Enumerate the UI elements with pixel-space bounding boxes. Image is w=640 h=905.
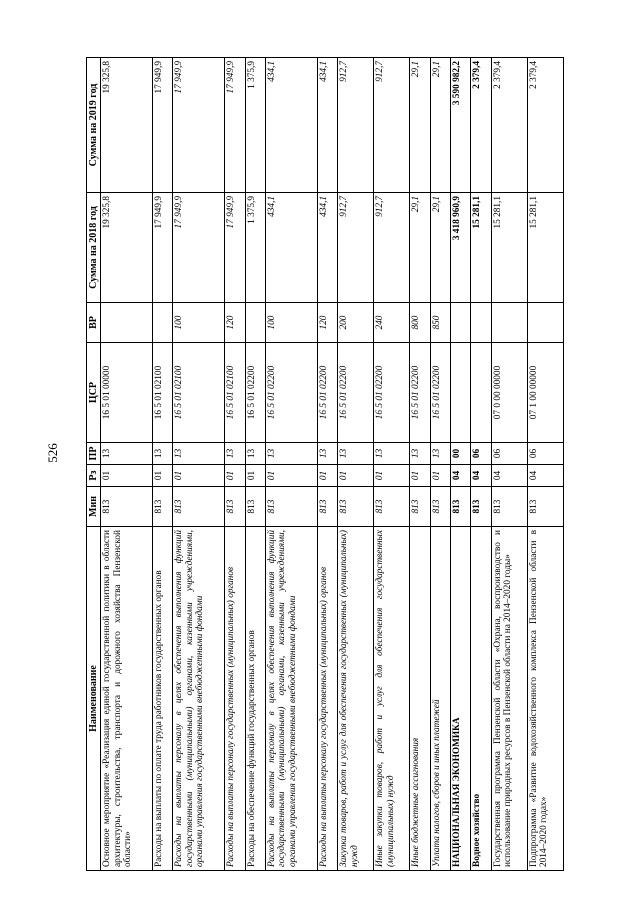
cell-sum-2018: 15 281,1: [471, 193, 491, 303]
cell-name: Подпрограмма «Развитие водохозяйственного комплекса Пензенской области в 2014–2020 годах»: [527, 527, 563, 871]
cell-csr: [451, 343, 471, 443]
cell-min: 813: [451, 487, 471, 527]
table-header-row: [87, 58, 101, 871]
cell-pr: 13: [101, 443, 153, 465]
cell-name: Основное мероприятие «Реализация единой государственной политики в области архитектуры, строительства, транспорта и дорожного хозяйства Пензенской области»: [101, 527, 153, 871]
cell-sum-2019: 17 949,9: [225, 58, 245, 193]
cell-pr: 13: [374, 443, 410, 465]
cell-vr: [471, 303, 491, 343]
table-row: [410, 58, 430, 871]
cell-sum-2019: 2 379,4: [527, 58, 563, 193]
cell-min: 813: [245, 487, 265, 527]
cell-min: 813: [101, 487, 153, 527]
cell-vr: 120: [225, 303, 245, 343]
header-min: Мин: [87, 487, 101, 527]
cell-rz: 04: [527, 465, 563, 487]
page-number: 526: [45, 443, 60, 463]
cell-sum-2018: 1 375,9: [245, 193, 265, 303]
cell-csr: 16 5 01 02200: [265, 343, 317, 443]
table-row: [245, 58, 265, 871]
table-row: [317, 58, 337, 871]
cell-name: Иные закупки товаров, работ и услуг для обеспечения государственных (муниципальных) нужд: [374, 527, 410, 871]
cell-pr: 06: [527, 443, 563, 465]
cell-rz: 04: [451, 465, 471, 487]
cell-name: Расходы на выплаты персоналу в целях обеспечения выполнения функций государственными (муниципальными) органами, казенными учреждениями, органами управления государственными внебюджетными фондами: [265, 527, 317, 871]
table-row: [471, 58, 491, 871]
cell-rz: 01: [101, 465, 153, 487]
cell-name: Уплата налогов, сборов и иных платежей: [430, 527, 450, 871]
cell-pr: 13: [225, 443, 245, 465]
table-row: [225, 58, 245, 871]
cell-sum-2019: 29,1: [410, 58, 430, 193]
cell-pr: 13: [265, 443, 317, 465]
cell-vr: [491, 303, 527, 343]
cell-sum-2018: 17 949,9: [173, 193, 225, 303]
cell-sum-2019: 2 379,4: [471, 58, 491, 193]
cell-csr: 07 1 00 00000: [527, 343, 563, 443]
cell-vr: [245, 303, 265, 343]
cell-sum-2019: 2 379,4: [491, 58, 527, 193]
cell-vr: 200: [338, 303, 374, 343]
table-row: [338, 58, 374, 871]
cell-name: Закупка товаров, работ и услуг для обеспечения государственных (муниципальных) нужд: [338, 527, 374, 871]
cell-sum-2018: 434,1: [317, 193, 337, 303]
table-row: [374, 58, 410, 871]
rotated-table-container: [86, 58, 564, 871]
cell-csr: 16 5 01 02200: [374, 343, 410, 443]
cell-min: 813: [338, 487, 374, 527]
header-rz: Рз: [87, 465, 101, 487]
cell-sum-2018: 29,1: [430, 193, 450, 303]
cell-csr: 16 5 01 02100: [173, 343, 225, 443]
cell-vr: [451, 303, 471, 343]
cell-pr: 06: [491, 443, 527, 465]
cell-sum-2018: 15 281,1: [491, 193, 527, 303]
cell-name: Расходы на выплаты персоналу государственных (муниципальных) органов: [225, 527, 245, 871]
cell-sum-2018: 17 949,9: [153, 193, 173, 303]
cell-csr: [471, 343, 491, 443]
cell-name: Водное хозяйство: [471, 527, 491, 871]
table-row: [451, 58, 471, 871]
cell-csr: 07 0 00 00000: [491, 343, 527, 443]
header-pr: ПР: [87, 443, 101, 465]
cell-csr: 16 5 01 02200: [317, 343, 337, 443]
table-row: [430, 58, 450, 871]
cell-csr: 16 5 01 02200: [430, 343, 450, 443]
cell-sum-2019: 3 590 982,2: [451, 58, 471, 193]
cell-rz: 01: [173, 465, 225, 487]
cell-rz: 01: [153, 465, 173, 487]
cell-pr: 13: [410, 443, 430, 465]
table-row: [527, 58, 563, 871]
cell-vr: 240: [374, 303, 410, 343]
cell-sum-2018: 29,1: [410, 193, 430, 303]
cell-min: 813: [491, 487, 527, 527]
header-sum-2019: Сумма на 2019 год: [87, 58, 101, 193]
cell-rz: 01: [245, 465, 265, 487]
cell-sum-2018: 912,7: [374, 193, 410, 303]
table-row: [153, 58, 173, 871]
cell-rz: 01: [338, 465, 374, 487]
table-wrapper: [86, 58, 564, 871]
cell-sum-2019: 17 949,9: [153, 58, 173, 193]
cell-sum-2019: 19 325,8: [101, 58, 153, 193]
table-body: [101, 58, 564, 871]
table-row: [265, 58, 317, 871]
cell-sum-2019: 434,1: [265, 58, 317, 193]
cell-name: Иные бюджетные ассигнования: [410, 527, 430, 871]
cell-pr: 13: [173, 443, 225, 465]
header-sum-2018: Сумма на 2018 год: [87, 193, 101, 303]
cell-rz: 01: [317, 465, 337, 487]
cell-sum-2018: 17 949,9: [225, 193, 245, 303]
cell-rz: 01: [410, 465, 430, 487]
cell-csr: 16 5 01 02100: [225, 343, 245, 443]
cell-pr: 13: [153, 443, 173, 465]
cell-pr: 00: [451, 443, 471, 465]
cell-pr: 06: [471, 443, 491, 465]
header-csr: ЦСР: [87, 343, 101, 443]
cell-sum-2019: 912,7: [338, 58, 374, 193]
table-row: [173, 58, 225, 871]
cell-sum-2019: 434,1: [317, 58, 337, 193]
cell-min: 813: [430, 487, 450, 527]
cell-vr: 100: [265, 303, 317, 343]
cell-name: Расходы на выплаты персоналу в целях обеспечения выполнения функций государственными (муниципальными) органами, казенными учреждениями, органами управления государственными внебюджетными фондами: [173, 527, 225, 871]
header-vr: ВР: [87, 303, 101, 343]
cell-sum-2018: 912,7: [338, 193, 374, 303]
cell-rz: 01: [430, 465, 450, 487]
cell-min: 813: [265, 487, 317, 527]
cell-min: 813: [317, 487, 337, 527]
cell-name: НАЦИОНАЛЬНАЯ ЭКОНОМИКА: [451, 527, 471, 871]
cell-min: 813: [153, 487, 173, 527]
cell-name: Расходы на обеспечение функций государственных органов: [245, 527, 265, 871]
cell-min: 813: [410, 487, 430, 527]
cell-vr: 800: [410, 303, 430, 343]
cell-sum-2018: 15 281,1: [527, 193, 563, 303]
cell-rz: 01: [225, 465, 245, 487]
table-row: [491, 58, 527, 871]
cell-csr: 16 5 01 02200: [410, 343, 430, 443]
cell-sum-2019: 1 375,9: [245, 58, 265, 193]
cell-sum-2018: 19 325,8: [101, 193, 153, 303]
cell-rz: 04: [471, 465, 491, 487]
cell-pr: 13: [317, 443, 337, 465]
cell-vr: 120: [317, 303, 337, 343]
cell-rz: 01: [265, 465, 317, 487]
cell-sum-2018: 3 418 960,9: [451, 193, 471, 303]
cell-name: Расходы на выплаты по оплате труда работников государственных органов: [153, 527, 173, 871]
cell-vr: 850: [430, 303, 450, 343]
cell-sum-2019: 17 949,9: [173, 58, 225, 193]
cell-vr: [527, 303, 563, 343]
cell-pr: 13: [245, 443, 265, 465]
cell-csr: 16 5 01 00000: [101, 343, 153, 443]
cell-vr: [101, 303, 153, 343]
cell-min: 813: [173, 487, 225, 527]
cell-csr: 16 5 01 02200: [338, 343, 374, 443]
cell-vr: 100: [173, 303, 225, 343]
cell-csr: 16 5 01 02200: [245, 343, 265, 443]
cell-csr: 16 5 01 02100: [153, 343, 173, 443]
cell-pr: 13: [338, 443, 374, 465]
cell-vr: [153, 303, 173, 343]
cell-name: Государственная программа Пензенской области «Охрана, воспроизводство и использование природных ресурсов в Пензенской области на 2014–2020 годы»: [491, 527, 527, 871]
table-row: [101, 58, 153, 871]
cell-name: Расходы на выплаты персоналу государственных (муниципальных) органов: [317, 527, 337, 871]
cell-sum-2019: 912,7: [374, 58, 410, 193]
cell-rz: 04: [491, 465, 527, 487]
budget-table: [86, 57, 564, 871]
cell-sum-2019: 29,1: [430, 58, 450, 193]
cell-min: 813: [225, 487, 245, 527]
header-name: Наименование: [87, 527, 101, 871]
cell-pr: 13: [430, 443, 450, 465]
cell-rz: 01: [374, 465, 410, 487]
cell-min: 813: [527, 487, 563, 527]
cell-sum-2018: 434,1: [265, 193, 317, 303]
cell-min: 813: [374, 487, 410, 527]
cell-min: 813: [471, 487, 491, 527]
